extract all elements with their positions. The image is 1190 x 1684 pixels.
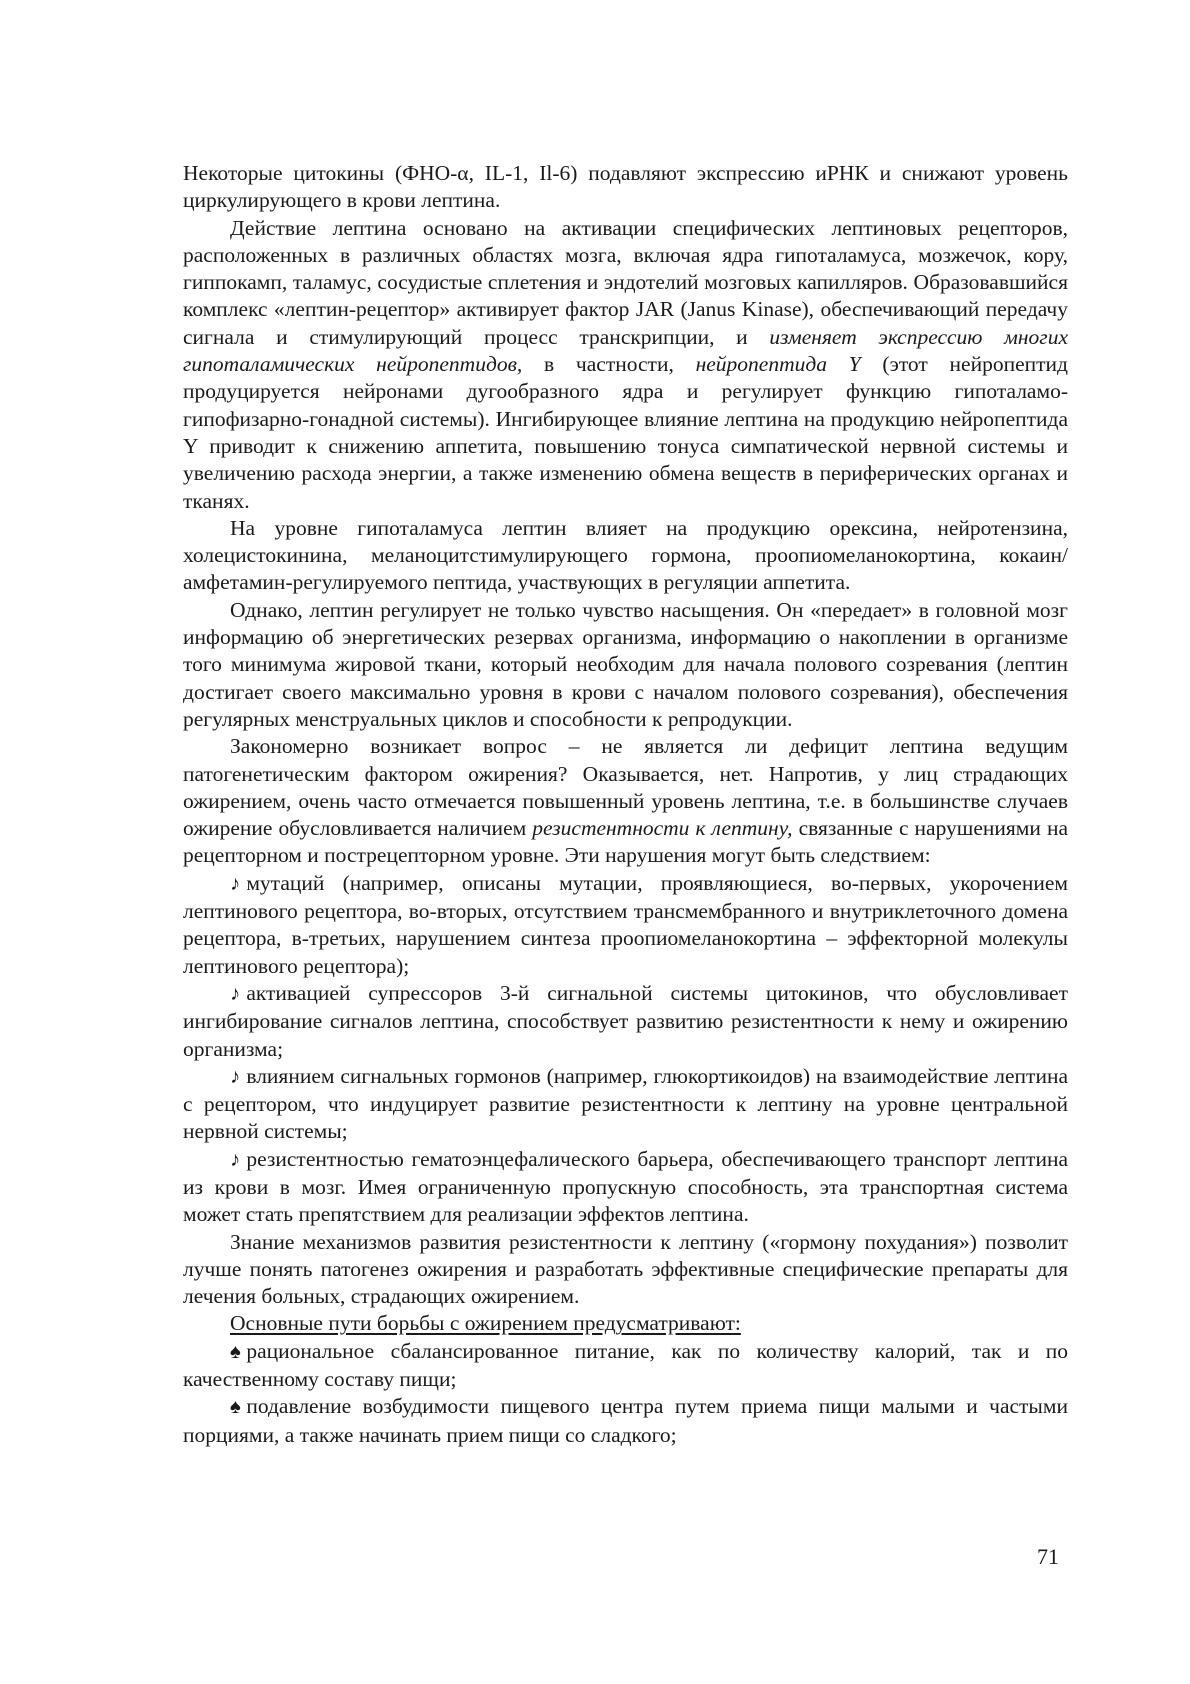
section-heading — [183, 1310, 1068, 1337]
page-number: 71 — [1037, 1544, 1059, 1569]
underlined-heading-text: Основные пути борьбы с ожирением предусматривают: — [230, 1311, 741, 1336]
note-bullet-icon: ♪ — [230, 1065, 241, 1088]
paragraph-text: На уровне гипоталамуса лептин влияет на продукцию орексина, нейротензина, холецистокинина, меланоцитстимулирующего гормона, проопиомеланокортина, кокаин/амфетамин-регулируемого пептида, участвующих в регуляции аппетита. — [183, 515, 1068, 595]
paragraph-text: связанные с нарушениями на рецепторном и пострецепторном уровне. Эти нарушения могут быть следствием: — [183, 816, 1068, 868]
paragraph — [183, 1229, 1068, 1311]
bullet-item — [183, 1146, 1068, 1229]
paragraph — [183, 515, 1068, 597]
paragraph-text: в частности, — [522, 352, 696, 377]
bullet-item — [183, 1063, 1068, 1146]
spade-bullet-icon: ♠ — [230, 1340, 241, 1363]
bullet-text: влиянием сигнальных гормонов (например, глюкортикоидов) на взаимодействие лептина с рецептором, что индуцирует развитие резистентности к лептину на уровне центральной нервной системы; — [183, 1063, 1068, 1144]
emphasis-text: изменяет экспрессию многих гипоталамических нейропептидов, — [183, 324, 1068, 377]
paragraph-text: Закономерно возникает вопрос – не является ли дефицит лептина ведущим патогенетическим фактором ожирения? Оказывается, нет. Напротив, у лиц страдающих ожирением, очень часто отмечается повышенный уровень лептина, т.е. в большинстве случаев ожирение обусловливается наличием — [183, 734, 1068, 841]
spade-bullet-icon: ♠ — [230, 1396, 241, 1419]
paragraph-text: Знание механизмов развития резистентности к лептину («гормону похудания») позволит лучше понять патогенез ожирения и разработать эффективные специфические препараты для лечения больных, страдающих ожирением. — [183, 1229, 1068, 1309]
bullet-text: мутаций (например, описаны мутации, проявляющиеся, во-первых, укорочением лептинового рецептора, во-вторых, отсутствием трансмембранного и внутриклеточного домена рецептора, в-третьих, нарушением синтеза проопиомеланокортина – эффекторной молекулы лептинового рецептора); — [183, 870, 1068, 978]
bullet-text: рациональное сбалансированное питание, как по количеству калорий, так и по качественному составу пищи; — [183, 1338, 1068, 1392]
bullet-item — [183, 980, 1068, 1063]
paragraph — [183, 215, 1068, 515]
spade-bullet-item — [183, 1393, 1068, 1449]
bullet-text: активацией супрессоров 3-й сигнальной системы цитокинов, что обусловливает ингибирование сигналов лептина, способствует развитию резистентности к нему и ожирению организма; — [183, 980, 1068, 1061]
paragraph — [183, 733, 1068, 869]
paragraph-text: (этот нейропептид продуцируется нейронами дугообразного ядра и регулирует функцию гипоталамо-гипофизарно-гонадной системы). Ингибирующее влияние лептина на продукцию нейропептида Y приводит к снижению аппетита, повышению тонуса симпатической нервной системы и увеличению расхода энергии, а также изменению обмена веществ в периферических органах и тканях. — [183, 352, 1068, 513]
emphasis-text: нейропептида Y — [695, 352, 861, 377]
note-bullet-icon: ♪ — [230, 982, 241, 1005]
bullet-text: резистентностью гематоэнцефалического барьера, обеспечивающего транспорт лептина из крови в мозг. Имея ограниченную пропускную способность, эта транспортная система может стать препятствием для реализации эффектов лептина. — [183, 1146, 1068, 1227]
emphasis-text: резистентности к лептину, — [532, 816, 793, 841]
main-text — [183, 160, 1068, 1449]
bullet-text: подавление возбудимости пищевого центра путем приема пищи малыми и частыми порциями, а также начинать прием пищи со сладкого; — [183, 1394, 1068, 1447]
paragraph-text: Однако, лептин регулирует не только чувство насыщения. Он «передает» в головной мозг информацию об энергетических резервах организма, информацию о накоплении в организме того минимума жировой ткани, который необходим для начала полового созревания (лептин достигает своего максимально уровня в крови с началом полового созревания), обеспечения регулярных менструальных циклов и способности к репродукции. — [183, 597, 1068, 731]
spade-bullet-item — [183, 1338, 1068, 1394]
note-bullet-icon: ♪ — [230, 872, 241, 895]
paragraph-text: Действие лептина основано на активации специфических лептиновых рецепторов, расположенных в различных областях мозга, включая ядра гипоталамуса, мозжечок, кору, гиппокамп, таламус, сосудистые сплетения и эндотелий мозговых капилляров. Образовавшийся комплекс «лептин-рецептор» активирует фактор JAR (Janus Kinase), обеспечивающий передачу сигнала и стимулирующий процесс транскрипции, и — [183, 215, 1068, 349]
bullet-item — [183, 870, 1068, 980]
paragraph-text: Некоторые цитокины (ФНО-α, IL-1, Il-6) подавляют экспрессию иРНК и снижают уровень циркулирующего в крови лептина. — [183, 161, 1068, 213]
paragraph — [183, 597, 1068, 733]
note-bullet-icon: ♪ — [230, 1148, 241, 1171]
paragraph — [183, 160, 1068, 215]
